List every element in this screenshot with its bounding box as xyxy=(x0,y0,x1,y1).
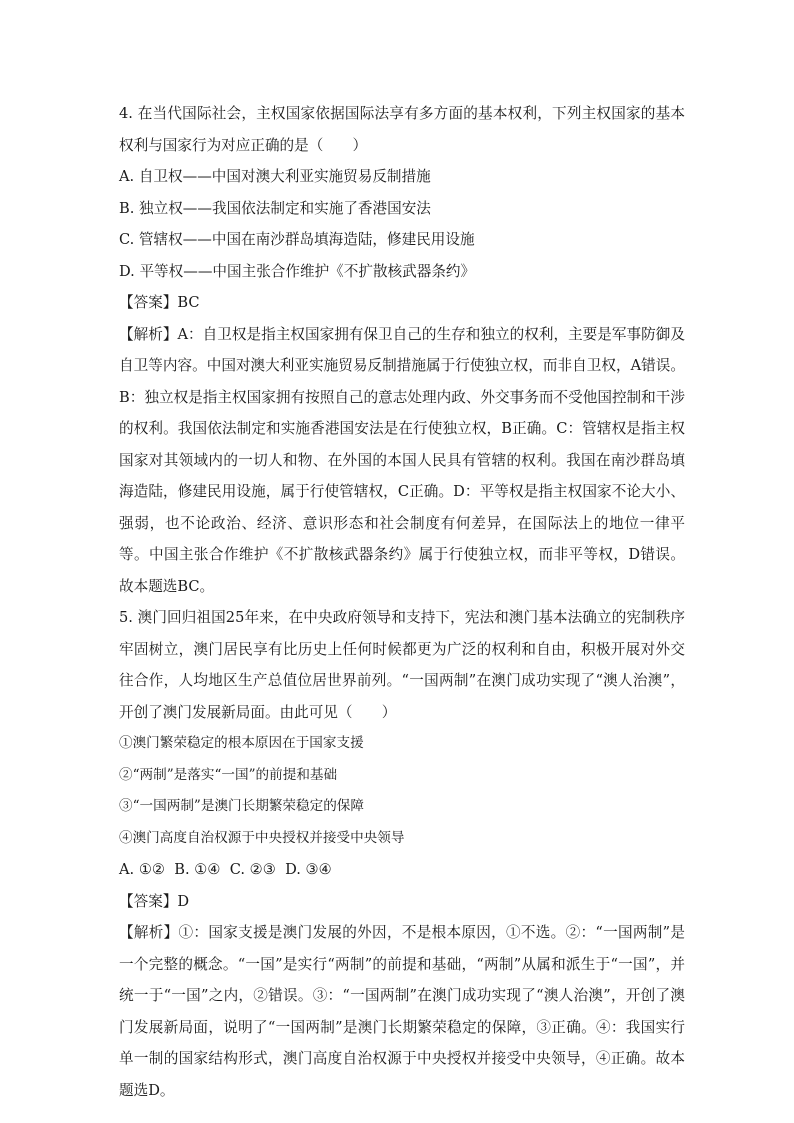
analysis-label: 【解析】 xyxy=(119,924,179,941)
answer-label: 【答案】 xyxy=(119,294,178,311)
question-4-option-b: B. 独立权——我国依法制定和实施了香港国安法 xyxy=(119,199,431,217)
analysis-text: ①：国家支援是澳门发展的外因，不是根本原因，①不选。②：“一国两制”是一个完整的概念。“一国”是实行“两制”的前提和基础，“两制”从属和派生于“一国”，并统一于“一国”之内，②错误。③：“一国两制”在澳门成功实现了“澳人治澳”，开创了澳门发展新局面，说明了“一国两制”是澳门长期繁荣稳定的保障，③正确。④：我国实行单一制的国家结构形式，澳门高度自治权源于中央授权并接受中央领导，④正确。故本题选D。 xyxy=(119,924,685,1099)
answer-label: 【答案】 xyxy=(119,892,178,910)
question-5-answer xyxy=(119,886,685,918)
question-5-statement-2: ②“两制”是落实“一国”的前提和基础 xyxy=(119,766,338,783)
question-5-statement-3: ③“一国两制”是澳门长期繁荣稳定的保障 xyxy=(119,798,364,814)
question-4-option-c: C. 管辖权——中国在南沙群岛填海造陆，修建民用设施 xyxy=(119,231,475,248)
question-4-stem: 4. 在当代国际社会，主权国家依据国际法享有多方面的基本权利，下列主权国家的基本权利与国家行为对应正确的是（ ） xyxy=(119,105,685,154)
question-5-choices: A. ①② B. ①④ C. ②③ D. ③④ xyxy=(119,861,332,878)
analysis-label: 【解析】 xyxy=(119,325,178,343)
question-5-statement-4: ④澳门高度自治权源于中央授权并接受中央领导 xyxy=(119,829,405,846)
answer-value: BC xyxy=(177,294,200,311)
question-4-option-a: A. 自卫权——中国对澳大利亚实施贸易反制措施 xyxy=(119,168,431,185)
analysis-text: A：自卫权是指主权国家拥有保卫自己的生存和独立的权利，主要是军事防御及自卫等内容。中国对澳大利亚实施贸易反制措施属于行使独立权，而非自卫权，A错误。B：独立权是指主权国家拥有按照自己的意志处理内政、外交事务而不受他国控制和干涉的权利。我国依法制定和实施香港国安法是在行使独立权，B正确。C：管辖权是指主权国家对其领域内的一切人和物、在外国的本国人民具有管辖的权利。我国在南沙群岛填海造陆，修建民用设施，属于行使管辖权，C正确。D：平等权是指主权国家不论大小、强弱，也不论政治、经济、意识形态和社会制度有何差异，在国际法上的地位一律平等。中国主张合作维护《不扩散核武器条约》属于行使独立权，而非平等权，D错误。故本题选BC。 xyxy=(119,325,685,595)
question-5-stem: 5. 澳门回归祖国25年来，在中央政府领导和支持下，宪法和澳门基本法确立的宪制秩序牢固树立，澳门居民享有比历史上任何时候都更为广泛的权利和自由，积极开展对外交往合作，人均地区生产总值位居世界前列。“一国两制”在澳门成功实现了“澳人治澳”，开创了澳门发展新局面。由此可见（ ） xyxy=(119,609,685,721)
answer-value: D xyxy=(177,892,190,910)
question-4-answer xyxy=(119,287,685,319)
document-body xyxy=(119,98,685,1106)
question-4-analysis xyxy=(119,319,685,603)
question-5-analysis xyxy=(119,917,685,1106)
question-5-statement-1: ①澳门繁荣稳定的根本原因在于国家支援 xyxy=(119,735,364,751)
question-4-option-d: D. 平等权——中国主张合作维护《不扩散核武器条约》 xyxy=(119,262,476,280)
